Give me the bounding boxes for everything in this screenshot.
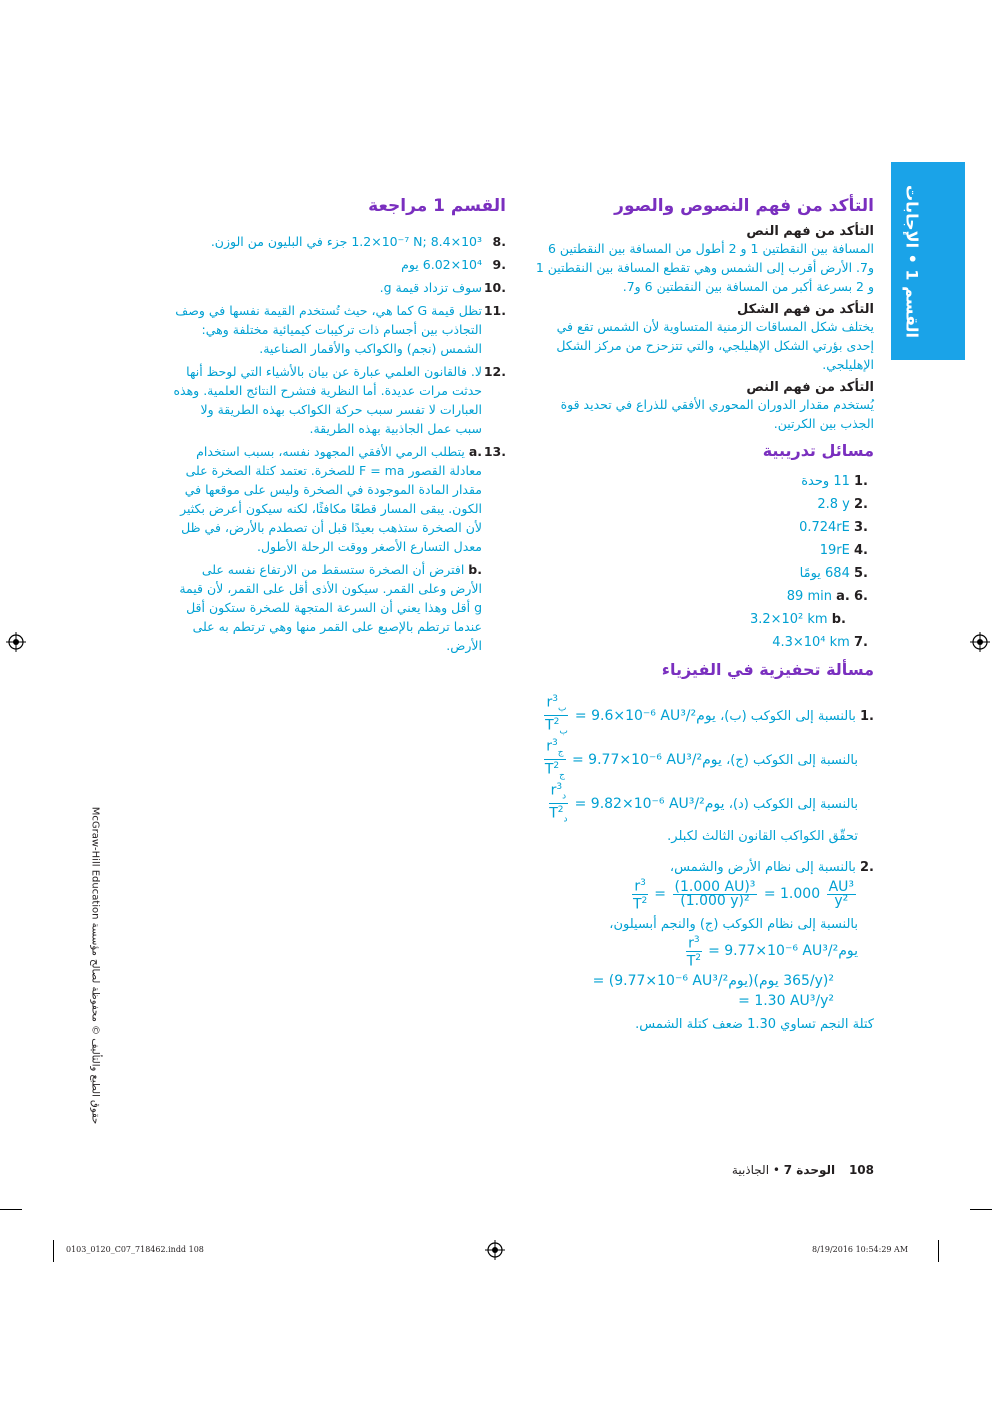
sub3-text: يُستخدم مقدار الدوران المحوري الأفقي للذراع في تحديد قوة الجذب بين الكرتين. bbox=[560, 397, 874, 431]
unit-label: الوحدة 7 bbox=[783, 1163, 836, 1177]
practice-item: .2 2.8 y bbox=[817, 497, 868, 512]
page-number: 108 bbox=[848, 1163, 874, 1177]
challenge-1 bbox=[530, 693, 874, 846]
copyright-vertical: حقوق الطبع والتأليف © محفوظة لصالح مؤسسة McGraw-Hill Education bbox=[89, 806, 101, 1125]
review-item: b. افترض أن الصخرة ستسقط من الارتفاع نفسه على الأرض وعلى القمر. سيكون الأذى أقل على القمر، لأن قيمة g أقل وهذا يعني أن السرعة المتجهة للصخرة ستكون أقل عندما ترتطم بالإصبع على القمر منها وهي ترتطم به على الأرض. bbox=[179, 562, 482, 653]
sub3-title: التأكد من فهم النص bbox=[746, 380, 874, 395]
practice-item: .b 3.2×10² km bbox=[749, 612, 846, 627]
side-tab-label: القسم 1 • الإجابات bbox=[902, 185, 922, 338]
practice-item: .3 0.724rE bbox=[799, 520, 868, 535]
registration-mark-icon bbox=[970, 632, 990, 656]
crop-mark bbox=[53, 1240, 54, 1262]
sub2-title: التأكد من فهم الشكل bbox=[737, 302, 874, 317]
registration-mark-icon bbox=[485, 1240, 505, 1264]
review-item: .12 لا. فالقانون العلمي عبارة عن بيان بالأشياء التي لوحظ أنها حدثت مرات عديدة. أما النظرية فتشرح النتائج العلمية. وهذه العبارات لا تفسر سبب حركة الكواكب بهذه الطريقة ولا سبب عمل الجاذبية بهذه الطريقة. bbox=[173, 364, 506, 436]
sub2-text: يختلف شكل المساقات الزمنية المتساوية لأن الشمس تقع في إحدى بؤرتي الشكل الإهليلجي، والتي تتزحزح من مركز الشكل الإهليلجي. bbox=[556, 319, 874, 372]
sub1-text: المسافة بين النقطتين 1 و 2 أطول من المسافة بين النقطتين 6 و7. الأرض أقرب إلى الشمس وهي تقطع المسافة بين النقطتين 1 و 2 بسرعة أكبر من المسافة بين النقطتين 6 و7. bbox=[535, 241, 874, 294]
challenge-2 bbox=[530, 858, 874, 1034]
ch1-line: بالنسبة إلى الكوكب (ج)، $\frac{r^3_ج}{T^2_ج}$ = 9.77×10⁻⁶ AU³/يوم² bbox=[530, 737, 858, 781]
ch2-eq2: $\frac{r^3}{T^2}$ = 9.77×10⁻⁶ AU³/يوم² bbox=[686, 935, 858, 970]
practice-item: .4 19rE bbox=[819, 543, 868, 558]
unit-title: الجاذبية bbox=[731, 1163, 770, 1177]
ch2-eq1: $\frac{r^3}{T^2}$ = $\frac{\text{(1.000 AU)³}}{\text{(1.000 y)²}}$ = 1.000 $\frac{\text{AU³}}{\text{y²}}$ bbox=[632, 878, 854, 913]
registration-mark-icon bbox=[6, 632, 26, 656]
crop-mark bbox=[938, 1240, 939, 1262]
practice-heading: مسائل تدريبية bbox=[762, 441, 874, 460]
ch1-line: .1 بالنسبة إلى الكوكب (ب)، $\frac{r^3_ب}{T^2_ب}$ = 9.6×10⁻⁶ AU³/يوم² bbox=[530, 693, 874, 737]
practice-item: .1 11 وحدة bbox=[801, 474, 868, 489]
kepler-eq-c: $\frac{r^3_ج}{T^2_ج}$ = 9.77×10⁻⁶ AU³/يوم² bbox=[544, 738, 722, 781]
ch2-mid: بالنسبة إلى نظام الكوكب (ج) والنجم أبسيلون، bbox=[609, 917, 858, 933]
review-list bbox=[170, 232, 506, 655]
crop-mark bbox=[0, 1209, 22, 1210]
slug-timestamp: 8/19/2016 10:54:29 AM bbox=[812, 1245, 909, 1254]
challenge-heading: مسألة تحفيزية في الفيزياء bbox=[661, 660, 874, 679]
ch2-intro: .2 بالنسبة إلى نظام الأرض والشمس، bbox=[669, 860, 874, 875]
review-item: .8 1.2×10⁻⁷ N; 8.4×10³ جزء في البليون من الوزن. bbox=[210, 234, 506, 249]
page-footer: 108 الوحدة 7 • الجاذبية bbox=[731, 1163, 874, 1177]
kepler-eq-d: $\frac{r^3_د}{T^2_د}$ = 9.82×10⁻⁶ AU³/يوم² bbox=[549, 782, 725, 825]
right-column bbox=[530, 196, 874, 1034]
review-item: .13 a. يتطلب الرمي الأفقي المجهود نفسه، بسبب استخدام معادلة القصور F = ma للصخرة. تعتمد كتلة الصخرة على مقدار المادة الموجودة في الصخرة وليس على موقعها في الكون. يبقى المسار قطعًا مكافئًا، لكنه سيكون أعرض بكثير لأن الصخرة ستذهب بعيدًا قبل أن تصطدم بالأرض، في ظل معدل التسارع الأصغر ووقت الرحلة الأطول. bbox=[180, 444, 506, 554]
ch2-eq4: = 1.30 AU³/y² bbox=[738, 992, 834, 1009]
left-column bbox=[170, 196, 506, 659]
ch2-eq3: = (9.77×10⁻⁶ AU³/يوم²)(365 يوم/y)² bbox=[592, 972, 834, 989]
ch2-conclusion: كتلة النجم تساوي 1.30 ضعف كتلة الشمس. bbox=[635, 1016, 874, 1032]
review-item: .9 6.02×10⁴ يوم bbox=[401, 257, 506, 272]
sub1-title: التأكد من فهم النص bbox=[746, 224, 874, 239]
slug-file: 0103_0120_C07_718462.indd 108 bbox=[66, 1245, 204, 1254]
ch1-conclusion: تحقّق الكواكب القانون الثالث لكبلر. bbox=[667, 829, 858, 844]
practice-item: .7 4.3×10⁴ km bbox=[772, 635, 868, 650]
review-item: .10 سوف تزداد قيمة g. bbox=[379, 280, 506, 295]
right-heading: التأكد من فهم النصوص والصور bbox=[614, 196, 874, 216]
kepler-eq-b: $\frac{r^3_ب}{T^2_ب}$ = 9.6×10⁻⁶ AU³/يوم² bbox=[545, 694, 716, 737]
section-side-tab bbox=[891, 162, 965, 360]
practice-item: .6 .a 89 min bbox=[786, 589, 868, 604]
ch1-line: بالنسبة إلى الكوكب (د)، $\frac{r^3_د}{T^2_د}$ = 9.82×10⁻⁶ AU³/يوم² bbox=[530, 781, 858, 825]
practice-list bbox=[530, 472, 868, 656]
left-heading: القسم 1 مراجعة bbox=[368, 196, 506, 216]
crop-mark bbox=[970, 1209, 992, 1210]
review-item: .11 تظل قيمة G كما هي، حيث تُستخدم القيمة نفسها في وصف التجاذب بين أجسام ذات تركيبات كيميائية مختلفة وهي: الشمس (نجم) والكواكب والأقمار الصناعية. bbox=[175, 303, 506, 356]
practice-item: .5 684 يومًا bbox=[799, 566, 868, 581]
